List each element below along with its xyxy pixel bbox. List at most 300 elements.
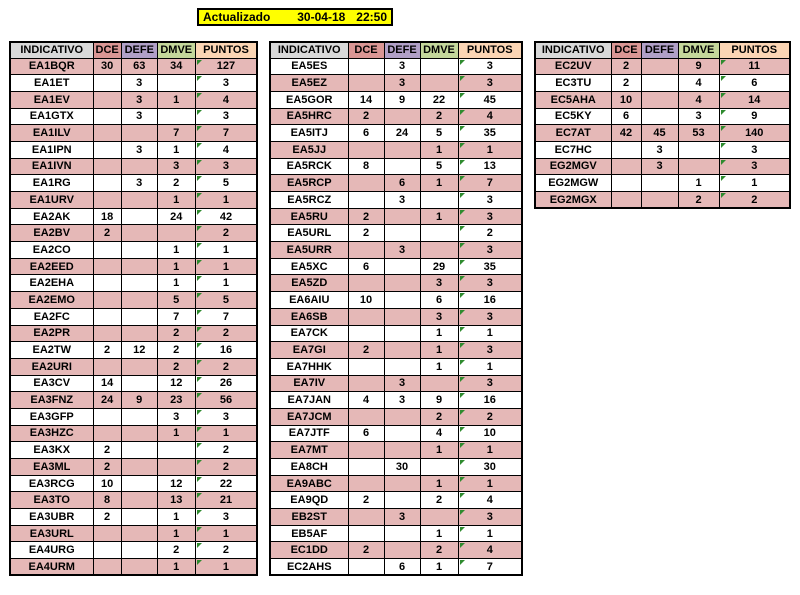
puntos-cell: 1 [458,141,522,158]
defe-cell [121,125,157,142]
dmve-cell [157,75,195,92]
table-row [270,192,522,209]
puntos-cell: 140 [719,125,790,142]
defe-cell: 12 [121,342,157,359]
dce-cell [348,442,384,459]
dmve-cell [420,375,458,392]
defe-cell: 6 [384,559,420,576]
dmve-cell: 1 [157,509,195,526]
dmve-cell [157,442,195,459]
callsign-cell: EA2AK [10,208,93,225]
column-header-dce: DCE [348,42,384,58]
dmve-cell: 5 [420,158,458,175]
callsign-cell: EA7JAN [270,392,348,409]
defe-cell [121,258,157,275]
dce-cell [93,358,121,375]
defe-cell [384,225,420,242]
dce-cell [348,525,384,542]
table-row [270,58,522,75]
dmve-cell: 7 [157,125,195,142]
dmve-cell: 2 [157,175,195,192]
dce-cell [348,375,384,392]
defe-cell: 3 [121,91,157,108]
callsign-cell: EA2CO [10,242,93,259]
dmve-cell: 1 [420,358,458,375]
callsign-cell: EA3RCG [10,475,93,492]
dmve-cell: 13 [157,492,195,509]
callsign-cell: EA2BV [10,225,93,242]
table-row [270,175,522,192]
puntos-cell: 1 [195,525,257,542]
defe-cell [384,358,420,375]
dmve-cell: 24 [157,208,195,225]
dce-cell [93,425,121,442]
table-row [10,358,257,375]
table-row [10,525,257,542]
defe-cell [384,275,420,292]
puntos-cell: 5 [195,292,257,309]
callsign-cell: EA8CH [270,459,348,476]
table-row [10,425,257,442]
callsign-cell: EA7CK [270,325,348,342]
callsign-cell: EA1ILV [10,125,93,142]
puntos-cell: 1 [195,242,257,259]
defe-cell [384,542,420,559]
puntos-cell: 35 [458,125,522,142]
defe-cell [121,275,157,292]
dmve-cell [157,459,195,476]
defe-cell: 30 [384,459,420,476]
callsign-cell: EC1DD [270,542,348,559]
dmve-cell: 2 [420,108,458,125]
defe-cell [121,425,157,442]
table-row [270,559,522,576]
callsign-cell: EA7HHK [270,358,348,375]
dce-cell: 6 [348,258,384,275]
defe-cell [384,292,420,309]
table-row [535,58,790,75]
table-row [10,408,257,425]
table-row [10,242,257,259]
puntos-cell: 10 [458,425,522,442]
dmve-cell [420,509,458,526]
table-row [270,542,522,559]
table-row [270,509,522,526]
puntos-cell: 26 [195,375,257,392]
callsign-cell: EA4URG [10,542,93,559]
defe-cell [384,158,420,175]
puntos-cell: 14 [719,91,790,108]
dmve-cell: 7 [157,308,195,325]
dce-cell [93,125,121,142]
defe-cell [121,492,157,509]
table-row [270,408,522,425]
column-header-defe: DEFE [121,42,157,58]
defe-cell [121,158,157,175]
dmve-cell: 1 [420,175,458,192]
dmve-cell: 2 [678,192,719,209]
table-row [10,175,257,192]
table-row [270,325,522,342]
table-row [10,509,257,526]
puntos-cell: 16 [458,392,522,409]
callsign-cell: EA6AIU [270,292,348,309]
dmve-cell: 1 [420,525,458,542]
table-row [270,342,522,359]
defe-cell: 3 [641,158,678,175]
puntos-cell: 4 [458,492,522,509]
dce-cell [348,192,384,209]
dmve-cell: 1 [678,175,719,192]
table-row [10,475,257,492]
table-row [10,392,257,409]
table-row [10,325,257,342]
dmve-cell: 4 [678,91,719,108]
callsign-cell: EA1ET [10,75,93,92]
dce-cell: 2 [348,108,384,125]
puntos-cell: 4 [458,108,522,125]
puntos-cell: 3 [458,308,522,325]
dce-cell [348,509,384,526]
table-row [270,75,522,92]
defe-cell: 9 [121,392,157,409]
defe-cell: 3 [641,141,678,158]
callsign-cell: EA9ABC [270,475,348,492]
defe-cell [384,475,420,492]
dce-cell [348,242,384,259]
dce-cell [348,58,384,75]
updated-label: Actualizado [203,10,271,24]
table-row [270,225,522,242]
dce-cell [93,158,121,175]
column-header-puntos: PUNTOS [195,42,257,58]
dmve-cell: 2 [157,342,195,359]
table-row [270,459,522,476]
dce-cell: 8 [93,492,121,509]
defe-cell [121,225,157,242]
header-row [270,42,522,58]
table-row [535,158,790,175]
dce-cell [93,242,121,259]
dce-cell: 2 [348,208,384,225]
table-row [10,292,257,309]
callsign-cell: EC3TU [535,75,611,92]
callsign-cell: EA5HRC [270,108,348,125]
puntos-cell: 3 [458,242,522,259]
callsign-cell: EA5GOR [270,91,348,108]
puntos-cell: 3 [458,192,522,209]
dce-cell: 42 [611,125,641,142]
dce-cell [348,459,384,476]
defe-cell [121,475,157,492]
puntos-cell: 4 [195,141,257,158]
defe-cell [384,325,420,342]
defe-cell [641,91,678,108]
dmve-cell: 3 [157,158,195,175]
dce-cell [93,258,121,275]
defe-cell [641,58,678,75]
puntos-cell: 2 [195,225,257,242]
callsign-cell: EA3URL [10,525,93,542]
puntos-cell: 2 [195,542,257,559]
defe-cell [641,175,678,192]
column-header-dmve: DMVE [157,42,195,58]
puntos-cell: 5 [195,175,257,192]
table-row [10,158,257,175]
defe-cell [641,192,678,209]
column-header-indicativo: INDICATIVO [10,42,93,58]
dce-cell: 6 [611,108,641,125]
callsign-cell: EA5RCK [270,158,348,175]
puntos-cell: 1 [458,475,522,492]
defe-cell [641,108,678,125]
dmve-cell: 1 [157,559,195,576]
puntos-cell: 3 [719,141,790,158]
callsign-cell: EG2MGW [535,175,611,192]
dce-cell: 10 [348,292,384,309]
dmve-cell: 23 [157,392,195,409]
dce-cell [348,475,384,492]
dce-cell: 2 [93,509,121,526]
header-row [10,42,257,58]
puntos-cell: 3 [458,509,522,526]
table-row [270,475,522,492]
defe-cell [384,308,420,325]
puntos-cell: 56 [195,392,257,409]
dce-cell: 10 [93,475,121,492]
dce-cell: 14 [93,375,121,392]
dce-cell [93,308,121,325]
defe-cell [384,108,420,125]
table-row [270,258,522,275]
callsign-cell: EA3FNZ [10,392,93,409]
dmve-cell [157,108,195,125]
defe-cell [121,442,157,459]
updated-banner [197,8,393,26]
puntos-cell: 7 [195,308,257,325]
callsign-cell: EA5RU [270,208,348,225]
table-row [535,125,790,142]
dmve-cell: 6 [420,292,458,309]
defe-cell: 3 [121,141,157,158]
dce-cell [348,175,384,192]
dmve-cell: 34 [157,58,195,75]
callsign-cell: EA7IV [270,375,348,392]
callsign-cell: EA5XC [270,258,348,275]
dmve-cell [420,242,458,259]
column-header-dce: DCE [611,42,641,58]
callsign-cell: EA2PR [10,325,93,342]
defe-cell: 24 [384,125,420,142]
puntos-cell: 22 [195,475,257,492]
dmve-cell: 1 [420,442,458,459]
dce-cell: 30 [93,58,121,75]
callsign-cell: EC5KY [535,108,611,125]
dmve-cell: 53 [678,125,719,142]
defe-cell: 3 [384,375,420,392]
callsign-cell: EA1IVN [10,158,93,175]
defe-cell [121,208,157,225]
defe-cell [384,258,420,275]
callsign-cell: EA5ZD [270,275,348,292]
dce-cell: 2 [348,342,384,359]
dmve-cell [420,225,458,242]
defe-cell [121,242,157,259]
defe-cell: 9 [384,91,420,108]
dce-cell [611,192,641,209]
callsign-cell: EC7AT [535,125,611,142]
column-header-puntos: PUNTOS [458,42,522,58]
callsign-cell: EA5URL [270,225,348,242]
puntos-cell: 7 [458,175,522,192]
dmve-cell: 1 [157,141,195,158]
defe-cell: 3 [121,108,157,125]
puntos-cell: 35 [458,258,522,275]
defe-cell: 6 [384,175,420,192]
dce-cell [93,275,121,292]
table-row [270,492,522,509]
dce-cell: 4 [348,392,384,409]
puntos-cell: 45 [458,91,522,108]
puntos-cell: 3 [195,509,257,526]
puntos-cell: 1 [195,559,257,576]
puntos-cell: 3 [458,342,522,359]
dmve-cell: 5 [157,292,195,309]
callsign-cell: EC2AHS [270,559,348,576]
dmve-cell: 2 [157,542,195,559]
puntos-cell: 13 [458,158,522,175]
dmve-cell: 2 [157,325,195,342]
puntos-cell: 3 [458,58,522,75]
callsign-cell: EA3UBR [10,509,93,526]
callsign-cell: EA1URV [10,192,93,209]
table-row [270,358,522,375]
callsign-cell: EA3KX [10,442,93,459]
dmve-cell [420,58,458,75]
puntos-cell: 9 [719,108,790,125]
column-header-defe: DEFE [384,42,420,58]
callsign-cell: EA1RG [10,175,93,192]
puntos-cell: 3 [195,75,257,92]
callsign-cell: EA3HZC [10,425,93,442]
dmve-cell: 2 [157,358,195,375]
dmve-cell: 3 [420,308,458,325]
callsign-cell: EA5ES [270,58,348,75]
dmve-cell: 9 [420,392,458,409]
dmve-cell: 1 [420,342,458,359]
dmve-cell [678,158,719,175]
puntos-cell: 3 [195,408,257,425]
defe-cell [121,559,157,576]
callsign-cell: EC2UV [535,58,611,75]
dce-cell: 2 [93,225,121,242]
puntos-cell: 30 [458,459,522,476]
callsign-cell: EA3GFP [10,408,93,425]
dce-cell [93,141,121,158]
dmve-cell [420,192,458,209]
puntos-cell: 2 [458,225,522,242]
defe-cell [121,325,157,342]
column-header-dce: DCE [93,42,121,58]
dmve-cell: 12 [157,475,195,492]
table-row [270,125,522,142]
scoreboard-table-3 [534,41,791,209]
defe-cell [121,525,157,542]
dce-cell [93,292,121,309]
dmve-cell: 1 [420,475,458,492]
table-row [535,175,790,192]
puntos-cell: 16 [458,292,522,309]
dce-cell: 2 [611,75,641,92]
defe-cell [384,442,420,459]
table-row [270,242,522,259]
dce-cell: 2 [348,225,384,242]
dce-cell [93,542,121,559]
defe-cell [384,141,420,158]
table-row [270,308,522,325]
dmve-cell: 22 [420,91,458,108]
dmve-cell [678,141,719,158]
callsign-cell: EA2URI [10,358,93,375]
dmve-cell: 1 [157,425,195,442]
defe-cell: 3 [384,392,420,409]
defe-cell: 3 [384,242,420,259]
callsign-cell: EA9QD [270,492,348,509]
puntos-cell: 7 [458,559,522,576]
dmve-cell: 9 [678,58,719,75]
table-row [535,91,790,108]
dmve-cell: 1 [157,192,195,209]
callsign-cell: EG2MGX [535,192,611,209]
table-row [10,342,257,359]
table-row [270,208,522,225]
dce-cell [348,141,384,158]
defe-cell [641,75,678,92]
dce-cell [93,91,121,108]
puntos-cell: 2 [195,442,257,459]
puntos-cell: 2 [719,192,790,209]
table-row [270,91,522,108]
callsign-cell: EA2EMO [10,292,93,309]
table-row [10,275,257,292]
scoreboard-table-1 [9,41,258,576]
dce-cell: 10 [611,91,641,108]
dmve-cell: 2 [420,542,458,559]
table-row [10,58,257,75]
table-row [10,225,257,242]
dce-cell [348,275,384,292]
callsign-cell: EA3CV [10,375,93,392]
callsign-cell: EA7MT [270,442,348,459]
table-row [270,108,522,125]
column-header-puntos: PUNTOS [719,42,790,58]
dce-cell [93,525,121,542]
table-row [10,91,257,108]
column-header-defe: DEFE [641,42,678,58]
dmve-cell: 2 [420,492,458,509]
defe-cell [121,358,157,375]
puntos-cell: 1 [458,358,522,375]
callsign-cell: EA5JJ [270,141,348,158]
table-row [10,492,257,509]
callsign-cell: EB5AF [270,525,348,542]
table-row [10,125,257,142]
dce-cell: 8 [348,158,384,175]
updated-date: 30-04-18 [297,10,346,24]
callsign-cell: EA1BQR [10,58,93,75]
updated-time: 22:50 [356,10,387,24]
table-row [270,292,522,309]
